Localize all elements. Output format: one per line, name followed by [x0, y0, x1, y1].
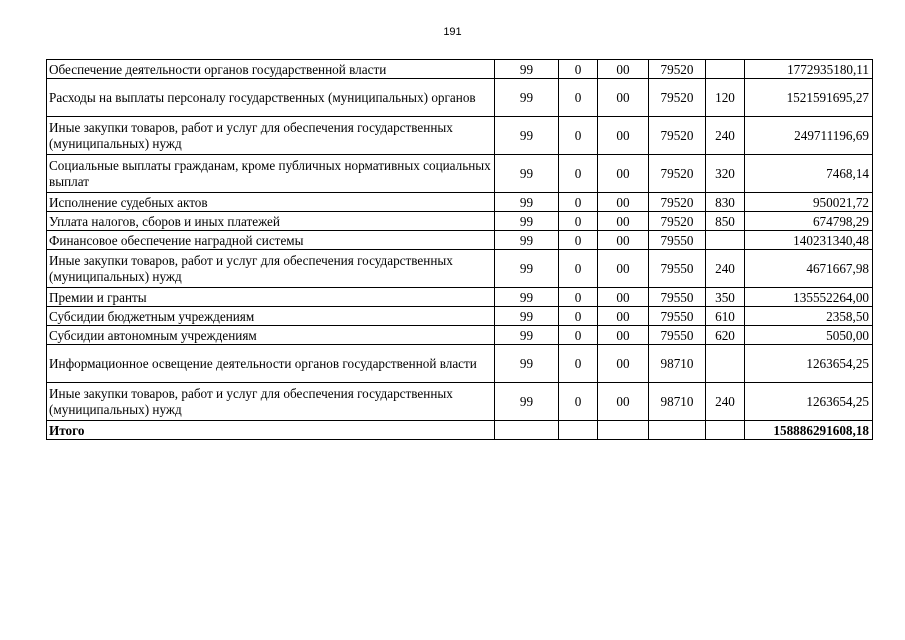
- row-name: Социальные выплаты гражданам, кроме публичных нормативных социальных выплат: [47, 155, 495, 193]
- total-empty-cell: [706, 421, 745, 440]
- row-code-3: 00: [598, 326, 649, 345]
- row-code-3: 00: [598, 193, 649, 212]
- row-code-1: 99: [495, 326, 559, 345]
- table-row: [47, 117, 873, 155]
- row-amount: 135552264,00: [745, 288, 873, 307]
- row-code-1: 99: [495, 60, 559, 79]
- row-code-5: 320: [706, 155, 745, 193]
- row-code-3: 00: [598, 307, 649, 326]
- row-code-2: 0: [559, 250, 598, 288]
- row-amount: 674798,29: [745, 212, 873, 231]
- total-empty-cell: [495, 421, 559, 440]
- row-code-1: 99: [495, 345, 559, 383]
- row-code-5: [706, 60, 745, 79]
- row-code-2: 0: [559, 288, 598, 307]
- row-amount: 7468,14: [745, 155, 873, 193]
- row-code-1: 99: [495, 231, 559, 250]
- total-empty-cell: [598, 421, 649, 440]
- row-code-2: 0: [559, 383, 598, 421]
- row-code-4: 79550: [649, 307, 706, 326]
- row-code-2: 0: [559, 345, 598, 383]
- row-code-4: 98710: [649, 383, 706, 421]
- row-name: Субсидии бюджетным учреждениям: [47, 307, 495, 326]
- row-name: Субсидии автономным учреждениям: [47, 326, 495, 345]
- row-code-4: 79550: [649, 231, 706, 250]
- row-code-2: 0: [559, 307, 598, 326]
- row-code-3: 00: [598, 288, 649, 307]
- page-number: 191: [443, 26, 462, 38]
- row-code-2: 0: [559, 155, 598, 193]
- row-code-3: 00: [598, 383, 649, 421]
- row-name: Исполнение судебных актов: [47, 193, 495, 212]
- row-code-5: 240: [706, 250, 745, 288]
- row-name: Информационное освещение деятельности органов государственной власти: [47, 345, 495, 383]
- table-row: [47, 326, 873, 345]
- total-row: [47, 421, 873, 440]
- row-code-2: 0: [559, 231, 598, 250]
- row-name: Финансовое обеспечение наградной системы: [47, 231, 495, 250]
- row-amount: 950021,72: [745, 193, 873, 212]
- table-row: [47, 60, 873, 79]
- row-code-5: [706, 231, 745, 250]
- row-code-4: 79520: [649, 212, 706, 231]
- row-code-4: 79520: [649, 117, 706, 155]
- row-code-2: 0: [559, 79, 598, 117]
- row-code-5: 620: [706, 326, 745, 345]
- row-code-5: 610: [706, 307, 745, 326]
- total-amount: 158886291608,18: [745, 421, 873, 440]
- row-code-4: 79520: [649, 79, 706, 117]
- table-row: [47, 155, 873, 193]
- row-name: Расходы на выплаты персоналу государственных (муниципальных) органов: [47, 79, 495, 117]
- row-name: Уплата налогов, сборов и иных платежей: [47, 212, 495, 231]
- row-code-5: 240: [706, 117, 745, 155]
- table-row: [47, 193, 873, 212]
- row-code-3: 00: [598, 60, 649, 79]
- row-code-3: 00: [598, 155, 649, 193]
- row-name: Иные закупки товаров, работ и услуг для обеспечения государственных (муниципальных) нужд: [47, 250, 495, 288]
- row-name: Иные закупки товаров, работ и услуг для обеспечения государственных (муниципальных) нужд: [47, 117, 495, 155]
- table-row: [47, 79, 873, 117]
- row-code-1: 99: [495, 155, 559, 193]
- row-code-5: 240: [706, 383, 745, 421]
- row-code-2: 0: [559, 60, 598, 79]
- row-code-4: 98710: [649, 345, 706, 383]
- row-amount: 249711196,69: [745, 117, 873, 155]
- row-code-1: 99: [495, 383, 559, 421]
- row-amount: 1263654,25: [745, 383, 873, 421]
- row-code-3: 00: [598, 250, 649, 288]
- row-amount: 1263654,25: [745, 345, 873, 383]
- row-code-5: 850: [706, 212, 745, 231]
- row-code-2: 0: [559, 212, 598, 231]
- row-amount: 1772935180,11: [745, 60, 873, 79]
- table-row: [47, 345, 873, 383]
- row-code-2: 0: [559, 117, 598, 155]
- row-name: Обеспечение деятельности органов государственной власти: [47, 60, 495, 79]
- row-code-5: [706, 345, 745, 383]
- table-row: [47, 307, 873, 326]
- total-label: Итого: [47, 421, 495, 440]
- row-name: Иные закупки товаров, работ и услуг для обеспечения государственных (муниципальных) нужд: [47, 383, 495, 421]
- table-row: [47, 231, 873, 250]
- row-code-3: 00: [598, 117, 649, 155]
- row-code-3: 00: [598, 212, 649, 231]
- table-row: [47, 288, 873, 307]
- row-code-1: 99: [495, 250, 559, 288]
- row-code-1: 99: [495, 288, 559, 307]
- row-code-3: 00: [598, 231, 649, 250]
- table-row: [47, 212, 873, 231]
- row-code-4: 79550: [649, 250, 706, 288]
- row-code-1: 99: [495, 79, 559, 117]
- row-amount: 2358,50: [745, 307, 873, 326]
- budget-table: [46, 59, 873, 440]
- row-amount: 5050,00: [745, 326, 873, 345]
- row-code-4: 79520: [649, 193, 706, 212]
- table-row: [47, 250, 873, 288]
- total-empty-cell: [649, 421, 706, 440]
- row-code-1: 99: [495, 193, 559, 212]
- row-code-4: 79550: [649, 326, 706, 345]
- row-code-2: 0: [559, 193, 598, 212]
- row-code-4: 79520: [649, 155, 706, 193]
- row-code-3: 00: [598, 79, 649, 117]
- table-row: [47, 383, 873, 421]
- total-empty-cell: [559, 421, 598, 440]
- row-code-4: 79520: [649, 60, 706, 79]
- row-amount: 140231340,48: [745, 231, 873, 250]
- row-amount: 1521591695,27: [745, 79, 873, 117]
- row-name: Премии и гранты: [47, 288, 495, 307]
- row-code-5: 120: [706, 79, 745, 117]
- row-code-4: 79550: [649, 288, 706, 307]
- row-amount: 4671667,98: [745, 250, 873, 288]
- row-code-1: 99: [495, 212, 559, 231]
- row-code-5: 830: [706, 193, 745, 212]
- row-code-5: 350: [706, 288, 745, 307]
- row-code-3: 00: [598, 345, 649, 383]
- row-code-1: 99: [495, 117, 559, 155]
- row-code-1: 99: [495, 307, 559, 326]
- row-code-2: 0: [559, 326, 598, 345]
